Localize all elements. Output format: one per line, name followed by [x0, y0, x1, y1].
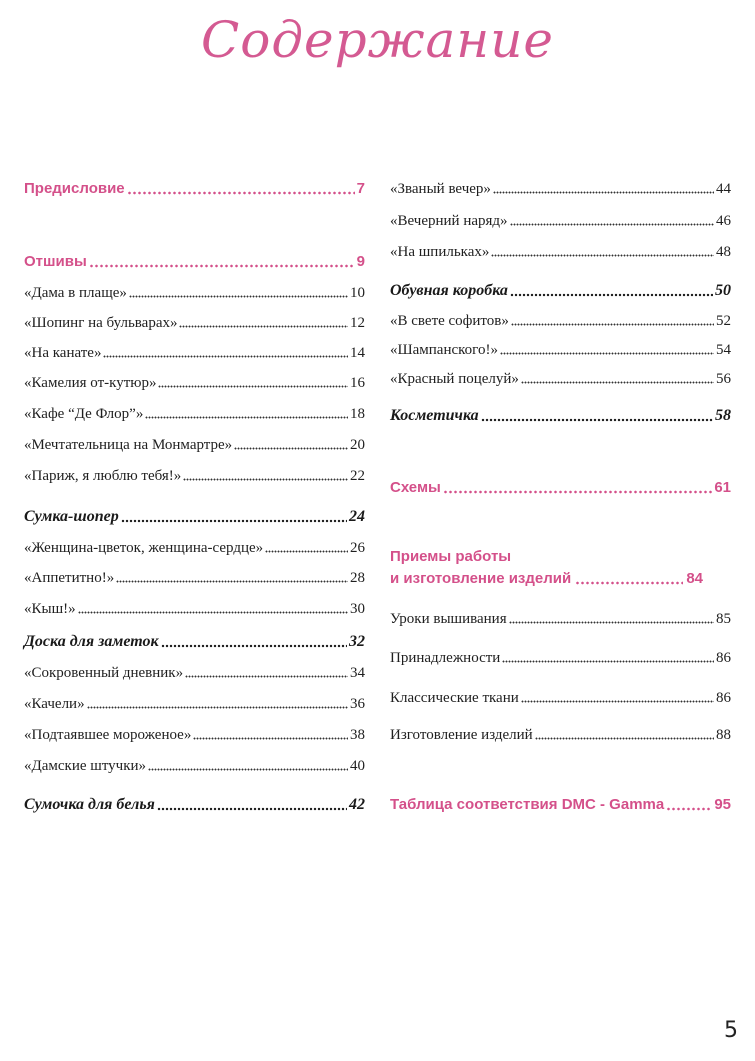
dot-leader [78, 611, 348, 614]
toc-page: 95 [714, 796, 731, 813]
dot-leader [510, 223, 714, 226]
toc-label: Таблица соответствия DMC - Gamma [390, 796, 665, 813]
dot-leader [521, 381, 714, 384]
toc-entry-dmc-table[interactable] [390, 793, 731, 815]
dot-leader [161, 644, 347, 648]
toc-label: «Подтаявшее мороженое» [24, 727, 192, 743]
toc-label: Обувная коробка [390, 282, 508, 299]
toc-page: 84 [686, 570, 703, 587]
dot-leader [87, 706, 348, 709]
toc-label: «Женщина-цветок, женщина-сердце» [24, 540, 264, 556]
toc-label: «На канате» [24, 345, 102, 361]
toc-entry-notes-board[interactable] [24, 630, 365, 652]
toc-page: 30 [350, 601, 365, 617]
toc-entry[interactable] [390, 607, 731, 629]
toc-page: 18 [350, 406, 365, 422]
toc-page: 38 [350, 727, 365, 743]
dot-leader [158, 385, 348, 388]
toc-entry[interactable] [24, 371, 365, 393]
dot-leader [145, 416, 348, 419]
toc-label: «Кафе “Де Флор”» [24, 406, 144, 422]
toc-label: «На шпильках» [390, 244, 490, 260]
dot-leader [511, 323, 714, 326]
toc-label: Предисловие [24, 180, 125, 197]
toc-entry[interactable] [24, 536, 365, 558]
dot-leader [491, 254, 714, 257]
toc-entry-shopper[interactable] [24, 505, 365, 527]
toc-entry[interactable] [24, 464, 365, 486]
dot-leader [443, 490, 712, 494]
toc-label: Уроки вышивания [390, 611, 507, 627]
toc-page: 34 [350, 665, 365, 681]
dot-leader [185, 675, 348, 678]
dot-leader [89, 264, 355, 268]
toc-entry-shoe-box[interactable] [390, 279, 731, 301]
toc-label: «Аппетитно!» [24, 570, 115, 586]
dot-leader [129, 295, 348, 298]
dot-leader [502, 660, 714, 663]
toc-label-line1: Приемы работы [390, 548, 512, 565]
dot-leader [183, 478, 348, 481]
toc-page: 61 [714, 479, 731, 496]
toc-page: 48 [716, 244, 731, 260]
toc-entry[interactable] [390, 309, 731, 331]
toc-page: 88 [716, 727, 731, 743]
toc-page: 26 [350, 540, 365, 556]
dot-leader [521, 700, 714, 703]
toc-label: «Красный поцелуй» [390, 371, 519, 387]
toc-page: 7 [356, 180, 365, 197]
toc-entry-lingerie-bag[interactable] [24, 793, 365, 815]
toc-entry[interactable] [390, 209, 731, 231]
toc-entry[interactable] [24, 723, 365, 745]
toc-page: 9 [356, 253, 365, 270]
page-number: 5 [724, 1018, 738, 1043]
toc-label: «Дама в плаще» [24, 285, 127, 301]
toc-label: Сумочка для белья [24, 796, 155, 813]
toc-label: «В свете софитов» [390, 313, 509, 329]
dot-leader [148, 768, 348, 771]
toc-page: 32 [349, 633, 365, 650]
toc-label: «Вечерний наряд» [390, 213, 508, 229]
toc-entry[interactable] [390, 338, 731, 360]
toc-page: 58 [715, 407, 731, 424]
dot-leader [127, 191, 355, 195]
dot-leader [510, 293, 713, 297]
dot-leader [234, 447, 348, 450]
toc-entry-otshivy[interactable] [24, 250, 365, 272]
toc-page: 20 [350, 437, 365, 453]
dot-leader [121, 519, 347, 523]
dot-leader [116, 580, 348, 583]
toc-label: Классические ткани [390, 690, 519, 706]
toc-entry-schemes[interactable] [390, 476, 731, 498]
toc-page: 50 [715, 282, 731, 299]
toc-entry[interactable] [24, 433, 365, 455]
toc-page: 40 [350, 758, 365, 774]
toc-label: Изготовление изделий [390, 727, 533, 743]
toc-entry[interactable] [24, 281, 365, 303]
toc-page: 52 [716, 313, 731, 329]
toc-page: 86 [716, 650, 731, 666]
toc-label: «Кыш!» [24, 601, 76, 617]
toc-entry[interactable] [24, 692, 365, 714]
toc-entry[interactable] [24, 597, 365, 619]
toc-page: 12 [350, 315, 365, 331]
toc-label: Отшивы [24, 253, 87, 270]
toc-label: «Качели» [24, 696, 85, 712]
toc-label: Сумка-шопер [24, 508, 119, 525]
toc-entry[interactable] [24, 754, 365, 776]
toc-label: «Шампанского!» [390, 342, 498, 358]
dot-leader [535, 737, 714, 740]
dot-leader [509, 621, 714, 624]
toc-page: 16 [350, 375, 365, 391]
toc-entry[interactable] [24, 341, 365, 363]
toc-label: Косметичка [390, 407, 479, 424]
dot-leader [193, 737, 348, 740]
toc-entry[interactable] [390, 686, 731, 708]
toc-label: «Дамские штучки» [24, 758, 147, 774]
toc-page: 85 [716, 611, 731, 627]
dot-leader [493, 191, 714, 194]
dot-leader [265, 550, 348, 553]
toc-label: «Камелия от-кутюр» [24, 375, 157, 391]
dot-leader [481, 418, 713, 422]
toc-label: «Званый вечер» [390, 181, 491, 197]
toc-page: 36 [350, 696, 365, 712]
dot-leader [157, 807, 347, 811]
toc-page: 28 [350, 570, 365, 586]
toc-page: 10 [350, 285, 365, 301]
toc-page: 22 [350, 468, 365, 484]
toc-entry[interactable] [24, 311, 365, 333]
page-title: Содержание [200, 11, 555, 69]
toc-page: 44 [716, 181, 731, 197]
toc-entry[interactable] [390, 177, 731, 199]
toc-label: «Шопинг на бульварах» [24, 315, 178, 331]
toc-label: Схемы [390, 479, 441, 496]
toc-label: Принадлежности [390, 650, 501, 666]
dot-leader [500, 352, 714, 355]
toc-entry-techniques[interactable] [390, 546, 731, 590]
toc-label: «Мечтательница на Монмартре» [24, 437, 233, 453]
dot-leader [575, 581, 683, 585]
dot-leader [103, 355, 348, 358]
toc-entry[interactable] [390, 367, 731, 389]
dot-leader [179, 325, 348, 328]
toc-label: «Сокровенный дневник» [24, 665, 184, 681]
toc-page: 14 [350, 345, 365, 361]
toc-label-line2: и изготовление изделий [390, 570, 572, 587]
toc-page: 56 [716, 371, 731, 387]
toc-page: 54 [716, 342, 731, 358]
toc-entry-cosmetic-bag[interactable] [390, 404, 731, 426]
toc-entry-preface[interactable] [24, 177, 365, 199]
toc-page: 86 [716, 690, 731, 706]
toc-entry[interactable] [24, 661, 365, 683]
toc-page: 24 [349, 508, 365, 525]
toc-label: Доска для заметок [24, 633, 159, 650]
toc-entry[interactable] [390, 723, 731, 745]
toc-entry[interactable] [390, 240, 731, 262]
toc-entry[interactable] [24, 402, 365, 424]
toc-label: «Париж, я люблю тебя!» [24, 468, 182, 484]
dot-leader [666, 807, 712, 811]
toc-page: 46 [716, 213, 731, 229]
toc-entry[interactable] [24, 566, 365, 588]
toc-entry[interactable] [390, 646, 731, 668]
toc-page: 42 [349, 796, 365, 813]
